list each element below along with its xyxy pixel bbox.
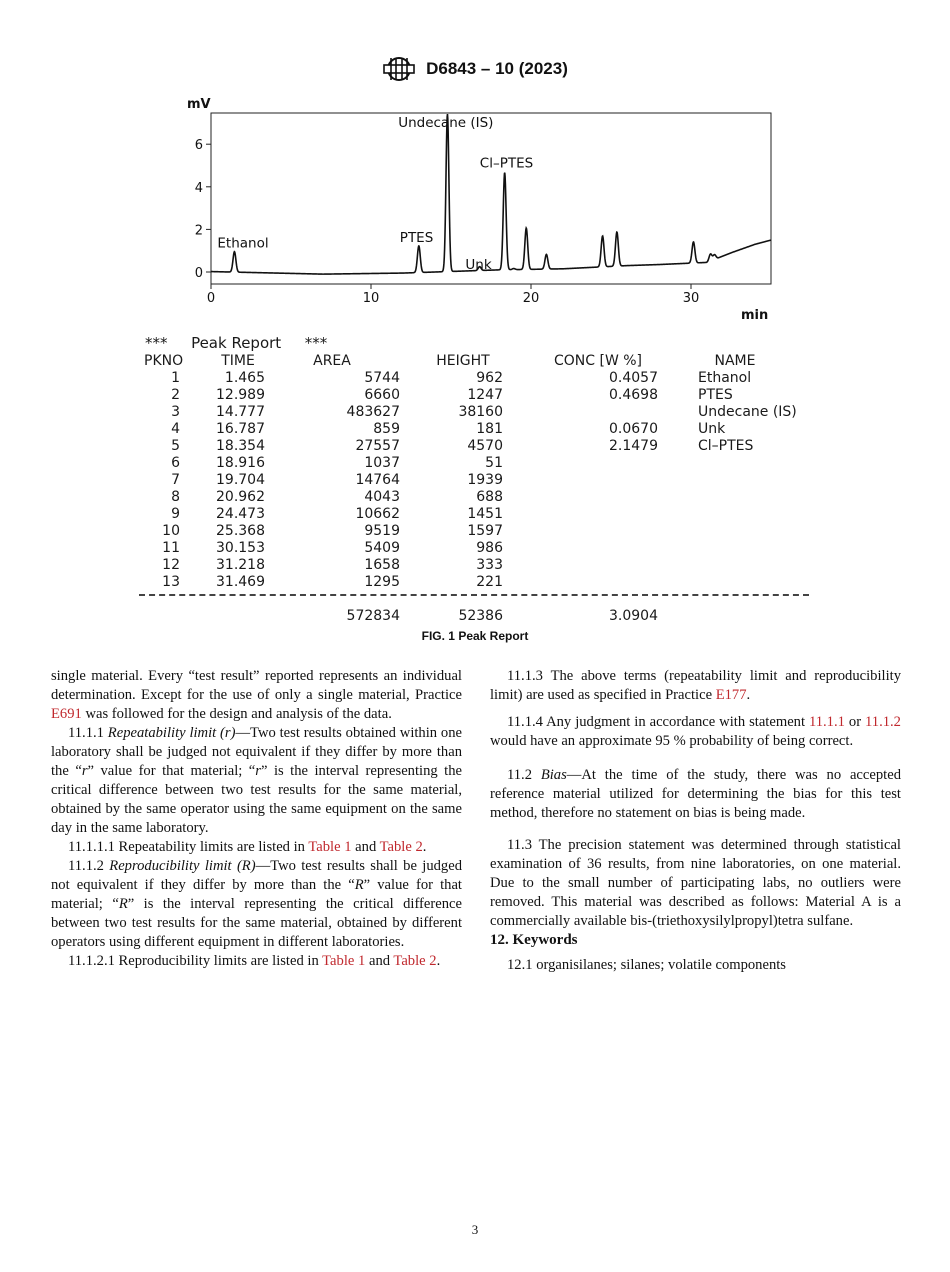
- link-table-2[interactable]: Table 2: [379, 839, 423, 855]
- y-tick-label: 6: [194, 138, 203, 154]
- table-cell: 483627: [346, 404, 400, 420]
- table-cell: 859: [373, 421, 400, 437]
- table-cell: 38160: [458, 404, 503, 420]
- paragraph: 11.1.3 The above terms (repeatability limit and reproducibility limit) are used as specified in Practice E177.: [490, 668, 901, 703]
- table-cell: 986: [476, 540, 503, 556]
- table-cell: 3: [171, 404, 180, 420]
- paragraph: 11.1.1.1 Repeatability limits are listed in Table 1 and Table 2.: [68, 839, 427, 855]
- y-tick-label: 2: [194, 223, 203, 239]
- link-e691[interactable]: E691: [51, 706, 82, 722]
- table-cell: 8: [171, 489, 180, 505]
- table-cell: 12.989: [216, 387, 265, 403]
- y-axis-label: mV: [187, 97, 211, 112]
- paragraph: 12.1 organisilanes; silanes; volatile components: [507, 957, 786, 973]
- chromatogram-trace: [211, 114, 771, 274]
- peak-annotation: Cl–PTES: [479, 155, 534, 172]
- table-cell: 12: [162, 557, 180, 573]
- table-cell: 30.153: [216, 540, 265, 556]
- standard-id: D6843 – 10 (2023): [426, 59, 568, 78]
- report-divider: [139, 594, 809, 596]
- table-cell: 11: [162, 540, 180, 556]
- table-cell: 9519: [364, 523, 400, 539]
- table-cell: 25.368: [216, 523, 265, 539]
- column-header: PKNO: [144, 353, 184, 369]
- table-cell: 7: [171, 472, 180, 488]
- peak-report-title: *** Peak Report ***: [145, 334, 328, 352]
- paragraph: 11.3 The precision statement was determined through statistical examination of 36 results, from nine laboratories, on one material. Due to the small number of participating labs, no outliers were removed. This material was described as follows: Material A is a commercially available bis-(triethoxysilylpropyl)tetra sulfane.: [490, 837, 901, 929]
- x-tick-label: 0: [206, 291, 216, 306]
- table-cell: 51: [485, 455, 503, 471]
- table-cell: Ethanol: [698, 370, 752, 386]
- table-cell: 333: [476, 557, 503, 573]
- table-cell: 13: [162, 574, 180, 590]
- table-cell: 6: [171, 455, 180, 471]
- table-cell: 0.4698: [609, 387, 658, 403]
- table-cell: 14764: [355, 472, 400, 488]
- column-header: NAME: [714, 353, 756, 369]
- table-cell: 688: [476, 489, 503, 505]
- column-header: TIME: [221, 353, 255, 369]
- table-cell: Unk: [698, 421, 726, 437]
- table-cell: 4043: [364, 489, 400, 505]
- left-column: [51, 667, 462, 971]
- total-cell: 52386: [458, 608, 503, 624]
- table-cell: Undecane (IS): [698, 404, 797, 420]
- link-table-2[interactable]: Table 2: [393, 953, 437, 969]
- table-cell: 0.4057: [609, 370, 658, 386]
- link-table-1[interactable]: Table 1: [308, 839, 352, 855]
- table-cell: 6660: [364, 387, 400, 403]
- table-cell: 24.473: [216, 506, 265, 522]
- table-cell: 5409: [364, 540, 400, 556]
- column-header: HEIGHT: [436, 353, 490, 369]
- x-tick-label: 20: [522, 291, 540, 306]
- table-cell: 1247: [467, 387, 503, 403]
- table-cell: 181: [476, 421, 503, 437]
- table-cell: 5: [171, 438, 180, 454]
- paragraph: single material. Every “test result” reported represents an individual determination. Except for the use of only a single material, Practice E691 was followed for the design and analysis of the data.: [51, 668, 462, 722]
- table-cell: 4: [171, 421, 180, 437]
- table-cell: 2.1479: [609, 438, 658, 454]
- figure-caption: FIG. 1 Peak Report: [421, 629, 529, 643]
- total-cell: 3.0904: [609, 608, 658, 624]
- table-cell: 1: [171, 370, 180, 386]
- link-table-1[interactable]: Table 1: [322, 953, 366, 969]
- link-11-1-1[interactable]: 11.1.1: [808, 714, 845, 730]
- table-cell: 16.787: [216, 421, 265, 437]
- table-cell: 1.465: [224, 370, 265, 386]
- paragraph: 11.1.2 Reproducibility limit (R)—Two test results shall be judged not equivalent if they differ by more than the “R” value for that material; “R” is the interval representing the critical difference between two test results for the same material, obtained by different operators using different equipment in different laboratories.: [51, 858, 463, 950]
- table-cell: 1597: [467, 523, 503, 539]
- table-cell: 1037: [364, 455, 400, 471]
- table-cell: 5744: [364, 370, 400, 386]
- table-cell: 1939: [467, 472, 503, 488]
- table-cell: 9: [171, 506, 180, 522]
- peak-annotation: Undecane (IS): [398, 115, 494, 132]
- table-cell: 31.218: [216, 557, 265, 573]
- x-tick-label: 10: [362, 291, 380, 306]
- table-cell: 10: [162, 523, 180, 539]
- y-tick-label: 0: [194, 266, 203, 281]
- table-cell: 1451: [467, 506, 503, 522]
- peak-annotation: Ethanol: [217, 235, 269, 252]
- column-header: AREA: [313, 353, 351, 369]
- paragraph: 11.1.2.1 Reproducibility limits are listed in Table 1 and Table 2.: [68, 953, 441, 969]
- table-cell: 20.962: [216, 489, 265, 505]
- table-cell: 4570: [467, 438, 503, 454]
- table-cell: 1295: [364, 574, 400, 590]
- table-cell: Cl–PTES: [698, 438, 754, 454]
- chromatogram-chart: [0, 0, 950, 330]
- table-cell: 31.469: [216, 574, 265, 590]
- peak-annotation: Unk: [465, 256, 492, 273]
- x-axis-label: min: [741, 308, 769, 323]
- link-e177[interactable]: E177: [715, 687, 747, 703]
- table-cell: PTES: [698, 387, 733, 403]
- table-cell: 18.916: [216, 455, 265, 471]
- table-cell: 19.704: [216, 472, 265, 488]
- paragraph: 11.2 Bias—At the time of the study, there was no accepted reference material utilized for determining the bias for this test method, therefore no statement on bias is being made.: [490, 767, 901, 821]
- table-cell: 10662: [355, 506, 400, 522]
- table-cell: 14.777: [216, 404, 265, 420]
- table-cell: 1658: [364, 557, 400, 573]
- total-cell: 572834: [346, 608, 400, 624]
- table-cell: 962: [476, 370, 503, 386]
- section-heading-keywords: 12. Keywords: [490, 932, 578, 948]
- paragraph: 11.1.4 Any judgment in accordance with statement 11.1.1 or 11.1.2 would have an approximate 95 % probability of being correct.: [490, 714, 901, 749]
- y-tick-label: 4: [194, 180, 203, 196]
- table-cell: 18.354: [216, 438, 265, 454]
- peak-annotation: PTES: [399, 230, 434, 247]
- table-cell: 0.0670: [609, 421, 658, 437]
- table-cell: 27557: [355, 438, 400, 454]
- link-11-1-2[interactable]: 11.1.2: [865, 714, 901, 730]
- table-cell: 221: [476, 574, 503, 590]
- x-tick-label: 30: [682, 291, 700, 306]
- table-cell: 2: [171, 387, 180, 403]
- paragraph: 11.1.1 Repeatability limit (r)—Two test results obtained within one laboratory shall be judged not equivalent if they differ by more than the “r” value for that material; “r” is the interval representing the critical difference between two test results for the same material, obtained by the same operator using the same equipment on the same day in the same laboratory.: [51, 725, 462, 836]
- column-header: CONC [W %]: [553, 353, 642, 369]
- page-number: 3: [471, 1222, 479, 1237]
- right-column: [490, 667, 901, 975]
